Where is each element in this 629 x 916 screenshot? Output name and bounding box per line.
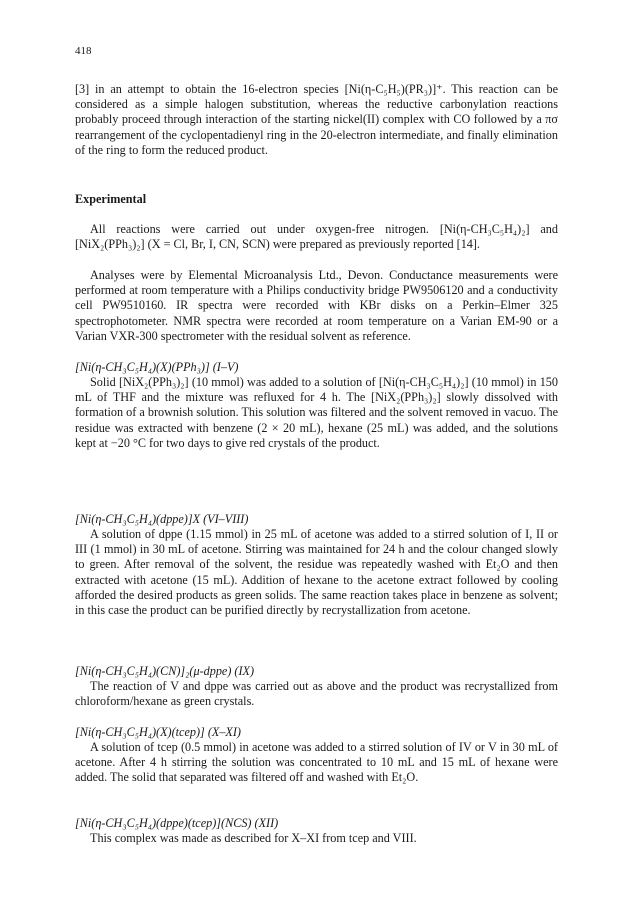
page-number: 418 <box>75 45 92 57</box>
procedure-compounds-X-XI: A solution of tcep (0.5 mmol) in acetone was added to a stirred solution of IV or V in 30 mL of acetone. After 4 h stirring the solution was concentrated to 10 mL and 15 mL of hexane were added. The solid that separated was filtered off and washed with Et₂O. <box>75 740 558 785</box>
subheading-compounds-I-V: [Ni(η-CH₃C₅H₄)(X)(PPh₃)] (I–V) <box>75 360 239 374</box>
experimental-paragraph-1: All reactions were carried out under oxygen-free nitrogen. [Ni(η-CH₃C₅H₄)₂] and [NiX₂(PPh₃)₂] (X = Cl, Br, I, CN, SCN) were prepared as previously reported [14]. <box>75 222 558 252</box>
subheading-compounds-VI-VIII: [Ni(η-CH₃C₅H₄)(dppe)]X (VI–VIII) <box>75 512 249 526</box>
procedure-compounds-I-V: Solid [NiX₂(PPh₃)₂] (10 mmol) was added to a solution of [Ni(η-CH₃C₅H₄)₂] (10 mmol) in 150 mL of THF and the mixture was refluxed for 4 h. The [NiX₂(PPh₃)₂] slowly dissolved with formation of a brownish solution. This solution was filtered and the solvent removed in vacuo. The residue was extracted with benzene (2 × 20 mL), hexane (25 mL) was added, and the solutions kept at −20 °C for two days to give red crystals of the product. <box>75 375 558 450</box>
procedure-compounds-VI-VIII: A solution of dppe (1.15 mmol) in 25 mL of acetone was added to a stirred solution of I, II or III (1 mmol) in 30 mL of acetone. Stirring was maintained for 24 h and the colour changed slowly to green. After removal of the solvent, the residue was repeatedly washed with Et₂O and then extracted with acetone (15 mL). Addition of hexane to the acetone extract followed by cooling afforded the desired products as green solids. The same reaction takes place in benzene as solvent; in this case the product can be purified directly by recrystallization from acetone. <box>75 527 558 618</box>
section-heading-experimental: Experimental <box>75 192 147 206</box>
subheading-compound-IX: [Ni(η-CH₃C₅H₄)(CN)]₂(μ-dppe) (IX) <box>75 664 255 678</box>
intro-paragraph: [3] in an attempt to obtain the 16-electron species [Ni(η-C₅H₅)(PR₃)]⁺. This reaction can be considered as a simple halogen substitution, whereas the reductive carbonylation reactions probably proceed through interaction of the starting nickel(II) complex with CO followed by a πσ rearrangement of the cyclopentadienyl ring in the 20-electron intermediate, and finally elimination of the ring to form the reduced product. <box>75 82 558 157</box>
experimental-paragraph-2: Analyses were by Elemental Microanalysis Ltd., Devon. Conductance measurements were performed at room temperature with a Philips conductivity bridge PW9506120 and a conductivity cell PW9510160. IR spectra were recorded with KBr disks on a Perkin–Elmer 325 spectrophotometer. NMR spectra were recorded at room temperature on a Varian EM-90 or a Varian VXR-300 spectrometer with the residual solvent as reference. <box>75 268 558 343</box>
subheading-compounds-X-XI: [Ni(η-CH₃C₅H₄)(X)(tcep)] (X–XI) <box>75 725 241 739</box>
subheading-compound-XII: [Ni(η-CH₃C₅H₄)(dppe)(tcep)](NCS) (XII) <box>75 816 279 830</box>
procedure-compound-IX: The reaction of V and dppe was carried out as above and the product was recrystallized from chloroform/hexane as green crystals. <box>75 679 558 709</box>
procedure-compound-XII: This complex was made as described for X–XI from tcep and VIII. <box>90 831 417 845</box>
